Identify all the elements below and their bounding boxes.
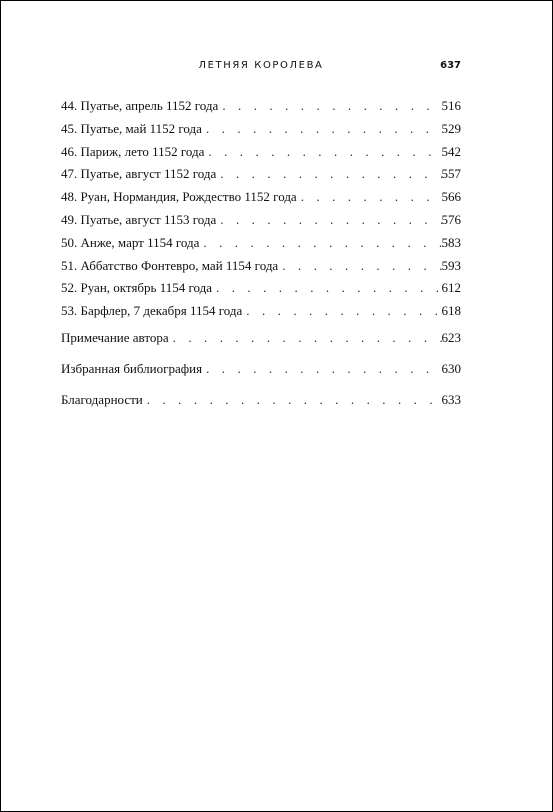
toc-dot-leader xyxy=(199,235,441,251)
toc-entry-44 xyxy=(61,98,461,121)
toc-entry-48 xyxy=(61,189,461,212)
toc-dot-leader xyxy=(218,98,441,114)
toc-dot-leader xyxy=(242,303,441,319)
toc-entry-page: 630 xyxy=(441,360,461,376)
toc-dot-leader xyxy=(297,189,442,205)
toc-dot-leader xyxy=(202,361,441,377)
toc-entry-page: 633 xyxy=(441,391,461,407)
toc-entry-45 xyxy=(61,121,461,144)
toc-entry-page: 516 xyxy=(441,98,461,113)
toc-entry-label: Примечание автора xyxy=(61,329,169,345)
toc-entry-page: 612 xyxy=(441,280,461,296)
toc-entry-47 xyxy=(61,166,461,189)
toc-dot-leader xyxy=(143,392,442,408)
toc-entry-label: 44. Пуатье, апрель 1152 года xyxy=(61,98,219,113)
toc-entry-page: 618 xyxy=(441,303,461,319)
toc-dot-leader xyxy=(212,280,442,296)
toc-entry-page: 593 xyxy=(441,257,461,273)
toc-entry-bibliography xyxy=(61,361,461,388)
toc-entry-label: 50. Анже, март 1154 года xyxy=(61,234,200,250)
toc-entry-53 xyxy=(61,303,461,326)
table-of-contents xyxy=(61,98,461,419)
toc-dot-leader xyxy=(202,121,442,137)
toc-entry-label: 45. Пуатье, май 1152 года xyxy=(61,120,202,136)
running-head xyxy=(61,60,461,76)
toc-entry-label: 49. Пуатье, август 1153 года xyxy=(61,211,217,227)
toc-entry-label: 53. Барфлер, 7 декабря 1154 года xyxy=(61,303,243,319)
toc-entry-50 xyxy=(61,235,461,258)
toc-entry-page: 529 xyxy=(441,120,461,136)
toc-entry-acknowledgements xyxy=(61,392,461,419)
toc-entry-page: 566 xyxy=(441,189,461,205)
toc-dot-leader xyxy=(278,258,441,274)
toc-dot-leader xyxy=(204,144,441,160)
toc-entry-46 xyxy=(61,144,461,167)
page-number: 637 xyxy=(440,60,461,71)
toc-dot-leader xyxy=(216,212,441,228)
toc-entry-label: Избранная библиография xyxy=(61,360,203,376)
toc-entry-51 xyxy=(61,258,461,281)
toc-entry-author-note xyxy=(61,330,461,357)
running-head-title: ЛЕТНЯЯ КОРОЛЕВА xyxy=(198,60,324,71)
toc-entry-page: 583 xyxy=(441,234,461,250)
toc-entry-page: 542 xyxy=(441,143,461,159)
toc-entry-page: 576 xyxy=(441,211,461,227)
toc-entry-label: Благодарности xyxy=(61,391,143,407)
toc-entry-label: 47. Пуатье, август 1152 года xyxy=(61,166,217,182)
toc-dot-leader xyxy=(216,166,441,182)
toc-entry-52 xyxy=(61,280,461,303)
toc-entry-label: 46. Париж, лето 1152 года xyxy=(61,143,205,159)
toc-entry-page: 623 xyxy=(441,329,461,345)
toc-entry-page: 557 xyxy=(441,166,461,182)
toc-entry-49 xyxy=(61,212,461,235)
toc-entry-label: 52. Руан, октябрь 1154 года xyxy=(61,280,212,296)
toc-dot-leader xyxy=(169,330,442,346)
toc-entry-label: 51. Аббатство Фонтевро, май 1154 года xyxy=(61,257,279,273)
toc-entry-label: 48. Руан, Нормандия, Рождество 1152 года xyxy=(61,189,297,205)
